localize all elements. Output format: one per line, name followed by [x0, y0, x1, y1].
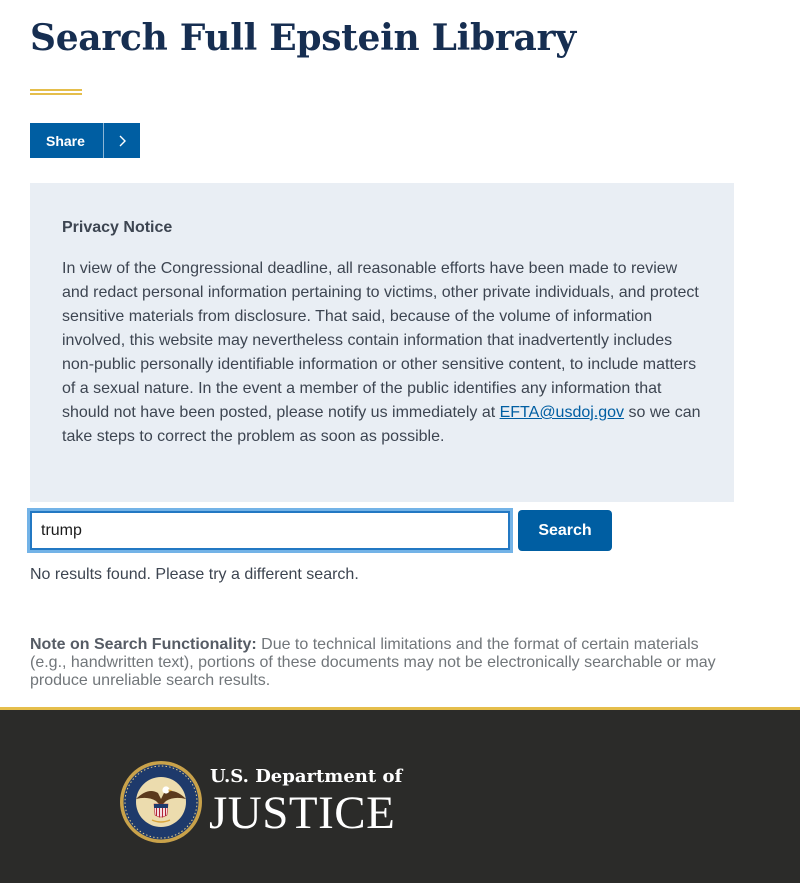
privacy-text-part-1: In view of the Congressional deadline, all reasonable efforts have been made to review and redact personal information pertaining to victims, other private individuals, and protect sensitive materials from disclosure. That said, because of the volume of information involved, this website may nevertheless contain information that inadvertently includes non-public personally identifiable information or other sensitive content, to include matters of a sexual nature. In the event a member of the public identifies any information that should not have been posted, please notify us immediately at: [62, 260, 699, 421]
share-button-label: Share: [46, 132, 85, 149]
privacy-notice-text: [62, 257, 702, 449]
privacy-notice-heading: Privacy Notice: [62, 219, 173, 236]
site-footer: [0, 707, 800, 883]
search-note-text: Due to technical limitations and the format of certain materials (e.g., handwritten text), portions of these documents may not be electronically searchable or may produce unreliable search results.: [30, 636, 716, 689]
search-input[interactable]: [30, 511, 510, 550]
doj-seal-icon: [119, 760, 203, 844]
search-functionality-note: [30, 636, 735, 690]
search-result-message: No results found. Please try a different search.: [30, 566, 359, 583]
search-note-label: Note on Search Functionality:: [30, 636, 257, 653]
agency-name-line-1: U.S. Department of: [210, 766, 403, 787]
privacy-text-part-2: so we can take steps to correct the problem as soon as possible.: [62, 404, 701, 445]
page-title: Search Full Epstein Library: [30, 17, 576, 59]
share-button[interactable]: [30, 123, 140, 158]
search-button[interactable]: Search: [518, 510, 612, 551]
privacy-notice: [30, 183, 734, 502]
agency-name-line-2: JUSTICE: [209, 787, 396, 839]
title-accent-rule: [30, 89, 82, 95]
email-link[interactable]: EFTA@usdoj.gov: [499, 404, 625, 421]
chevron-right-icon: [104, 134, 140, 148]
